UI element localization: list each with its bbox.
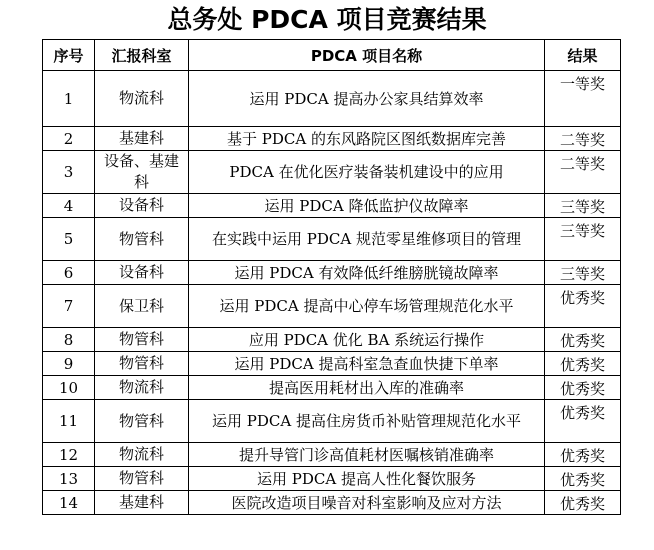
table-row: [43, 261, 621, 285]
row-department: 保卫科: [95, 285, 189, 328]
row-result: 优秀奖: [545, 443, 621, 467]
row-result: 一等奖: [545, 71, 621, 127]
row-number: 9: [43, 352, 95, 376]
header-row: [43, 40, 621, 71]
row-result: 优秀奖: [545, 285, 621, 328]
table-row: [43, 376, 621, 400]
results-table: [42, 39, 621, 515]
row-department: 基建科: [95, 127, 189, 151]
row-number: 8: [43, 328, 95, 352]
document-title: 总务处 PDCA 项目竞赛结果: [167, 5, 487, 34]
row-number: 10: [43, 376, 95, 400]
row-number: 14: [43, 491, 95, 515]
row-project-name: 运用 PDCA 降低监护仪故障率: [189, 194, 545, 218]
row-project-name: 应用 PDCA 优化 BA 系统运行操作: [189, 328, 545, 352]
table-row: [43, 218, 621, 261]
row-project-name: 运用 PDCA 提高人性化餐饮服务: [189, 467, 545, 491]
row-department: 物流科: [95, 376, 189, 400]
row-project-name: 提高医用耗材出入库的准确率: [189, 376, 545, 400]
row-result: 三等奖: [545, 194, 621, 218]
row-project-name: PDCA 在优化医疗装备装机建设中的应用: [189, 151, 545, 194]
row-project-name: 运用 PDCA 提高科室急查血快捷下单率: [189, 352, 545, 376]
header-dept: 汇报科室: [95, 40, 189, 71]
row-number: 1: [43, 71, 95, 127]
row-number: 13: [43, 467, 95, 491]
row-result: 优秀奖: [545, 352, 621, 376]
row-department: 设备科: [95, 261, 189, 285]
row-department: 物管科: [95, 467, 189, 491]
table-row: [43, 352, 621, 376]
table-row: [43, 285, 621, 328]
row-result: 优秀奖: [545, 467, 621, 491]
row-number: 4: [43, 194, 95, 218]
row-project-name: 在实践中运用 PDCA 规范零星维修项目的管理: [189, 218, 545, 261]
header-result: 结果: [545, 40, 621, 71]
table-row: [43, 491, 621, 515]
row-number: 3: [43, 151, 95, 194]
row-project-name: 运用 PDCA 有效降低纤维膀胱镜故障率: [189, 261, 545, 285]
table-row: [43, 328, 621, 352]
row-number: 12: [43, 443, 95, 467]
table-row: [43, 194, 621, 218]
table-row: [43, 71, 621, 127]
table-row: [43, 467, 621, 491]
row-project-name: 提升导管门诊高值耗材医嘱核销准确率: [189, 443, 545, 467]
row-department: 设备科: [95, 194, 189, 218]
row-number: 2: [43, 127, 95, 151]
row-result: 优秀奖: [545, 400, 621, 443]
row-result: 优秀奖: [545, 328, 621, 352]
row-number: 11: [43, 400, 95, 443]
table-row: [43, 400, 621, 443]
row-number: 7: [43, 285, 95, 328]
row-department: 设备、基建科: [95, 151, 189, 194]
row-project-name: 基于 PDCA 的东风路院区图纸数据库完善: [189, 127, 545, 151]
table-row: [43, 443, 621, 467]
table-row: [43, 151, 621, 194]
row-department: 物管科: [95, 328, 189, 352]
row-result: 二等奖: [545, 151, 621, 194]
table-row: [43, 127, 621, 151]
row-number: 6: [43, 261, 95, 285]
row-number: 5: [43, 218, 95, 261]
row-project-name: 运用 PDCA 提高中心停车场管理规范化水平: [189, 285, 545, 328]
row-result: 优秀奖: [545, 376, 621, 400]
row-project-name: 运用 PDCA 提高办公家具结算效率: [189, 71, 545, 127]
row-project-name: 医院改造项目噪音对科室影响及应对方法: [189, 491, 545, 515]
row-department: 基建科: [95, 491, 189, 515]
row-department: 物管科: [95, 400, 189, 443]
row-department: 物管科: [95, 352, 189, 376]
row-result: 优秀奖: [545, 491, 621, 515]
row-department: 物管科: [95, 218, 189, 261]
row-result: 二等奖: [545, 127, 621, 151]
row-department: 物流科: [95, 71, 189, 127]
row-result: 三等奖: [545, 218, 621, 261]
row-department: 物流科: [95, 443, 189, 467]
row-project-name: 运用 PDCA 提高住房货币补贴管理规范化水平: [189, 400, 545, 443]
row-result: 三等奖: [545, 261, 621, 285]
header-name: PDCA 项目名称: [189, 40, 545, 71]
header-no: 序号: [43, 40, 95, 71]
